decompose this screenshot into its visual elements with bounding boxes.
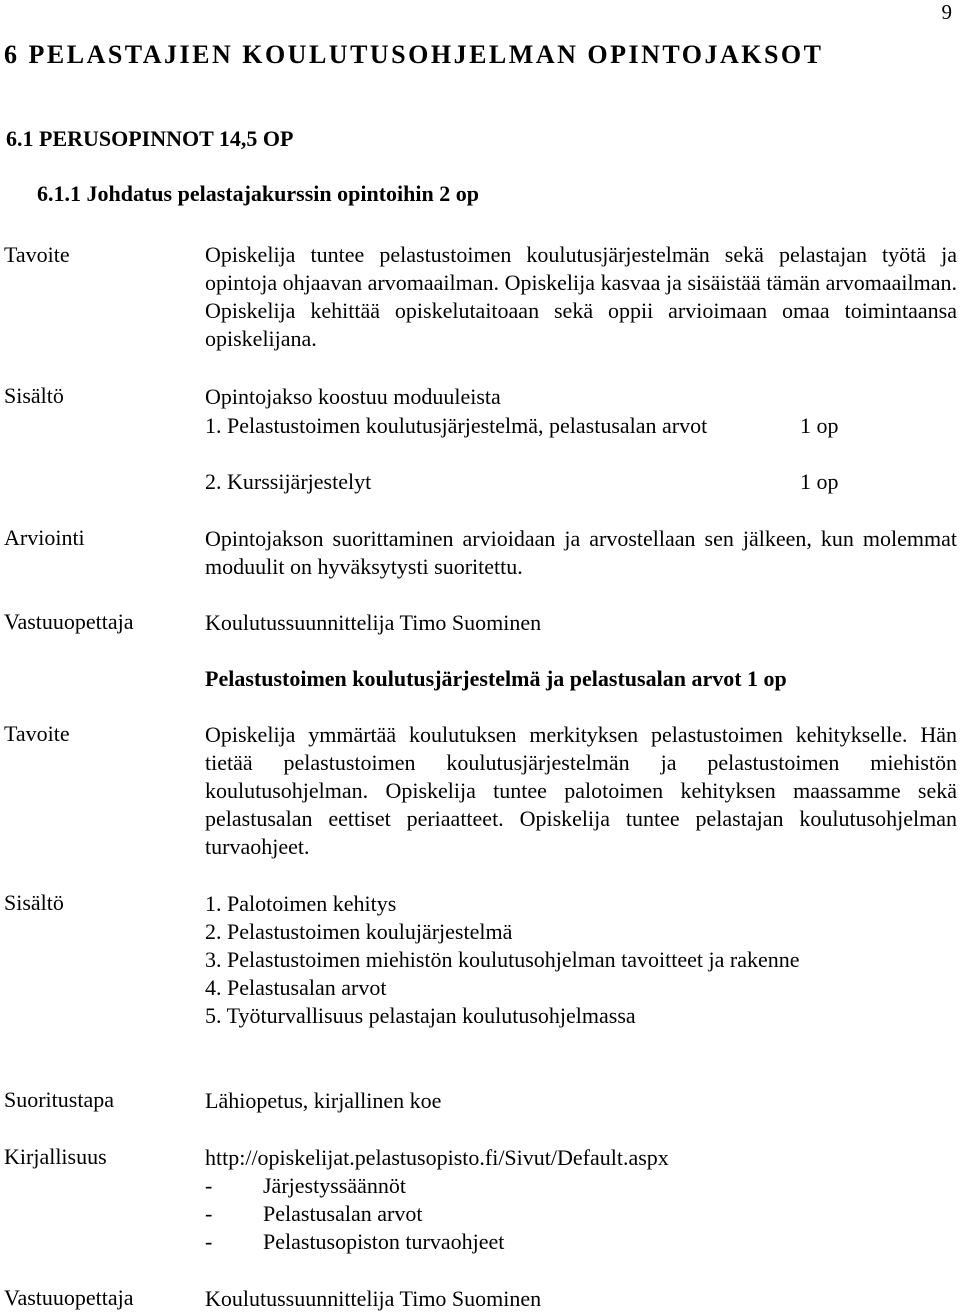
kirjallisuus-label: Kirjallisuus [4,1144,107,1169]
list-dash: - [205,1229,213,1254]
list-item-text: Järjestyssäännöt [263,1173,406,1198]
module-name: 1. Pelastustoimen koulutusjärjestelmä, pelastusalan arvot [205,413,708,438]
list-item-text: Pelastusalan arvot [263,1201,423,1226]
module-row [205,468,905,496]
list-item [205,1172,669,1200]
suoritustapa-text: Lähiopetus, kirjallinen koe [205,1088,442,1113]
sisalto-list [205,890,800,1030]
module-name: 2. Kurssijärjestelyt [205,469,372,494]
literature-url: http://opiskelijat.pelastusopisto.fi/Sivut/Default.aspx [205,1145,669,1170]
kirjallisuus-block [205,1144,669,1256]
module-heading: Pelastustoimen koulutusjärjestelmä ja pelastusalan arvot 1 op [205,666,787,691]
list-item: 3. Pelastustoimen miehistön koulutusohjelman tavoitteet ja rakenne [205,947,800,972]
module-credits: 1 op [800,469,839,494]
vastuu-label: Vastuuopettaja [4,1285,134,1310]
tavoite-label: Tavoite [4,242,70,267]
list-item [205,1228,669,1256]
list-item [205,1200,669,1228]
arviointi-label: Arviointi [4,525,85,550]
page-number: 9 [941,0,952,24]
sisalto-block [205,383,957,494]
vastuu-text: Koulutussuunnittelija Timo Suominen [205,1286,542,1311]
list-item: 2. Pelastustoimen koulujärjestelmä [205,919,513,944]
list-item: 5. Työturvallisuus pelastajan koulutusohjelmassa [205,1003,636,1028]
list-dash: - [205,1173,213,1198]
module-credits: 1 op [800,413,839,438]
chapter-heading: 6 PELASTAJIEN KOULUTUSOHJELMAN OPINTOJAKSOT [4,40,824,69]
list-dash: - [205,1201,213,1226]
tavoite-text: Opiskelija tuntee pelastustoimen koulutusjärjestelmän sekä pelastajan työtä ja opintoja ohjaavan arvomaailman. Opiskelija kasvaa ja sisäistää tämän arvomaailman. Opiskelija kehittää opiskelutaitoaan sekä oppii arvioimaan omaa toimintaansa opiskelijana. [205,242,957,351]
vastuu-label: Vastuuopettaja [4,609,134,634]
suoritustapa-label: Suoritustapa [4,1087,114,1112]
section-heading: 6.1 PERUSOPINNOT 14,5 OP [6,126,294,151]
list-item-text: Pelastusopiston turvaohjeet [263,1229,505,1254]
list-item: 1. Palotoimen kehitys [205,891,397,916]
sisalto-label: Sisältö [4,383,64,408]
sisalto-intro: Opintojakso koostuu moduuleista [205,384,501,409]
tavoite-text: Opiskelija ymmärtää koulutuksen merkityksen pelastustoimen kehitykselle. Hän tietää pelastustoimen koulutusjärjestelmän ja pelastustoimen miehistön koulutusohjelman. Opiskelija tuntee palotoimen kehityksen maassamme sekä pelastusalan eettiset periaatteet. Opiskelija tuntee pelastajan koulutusohjelman turvaohjeet. [205,722,957,859]
sisalto-label: Sisältö [4,890,64,915]
vastuu-text: Koulutussuunnittelija Timo Suominen [205,610,542,635]
list-item: 4. Pelastusalan arvot [205,975,387,1000]
subsection-heading: 6.1.1 Johdatus pelastajakurssin opintoihin 2 op [37,181,479,206]
module-row [205,412,905,440]
tavoite-label: Tavoite [4,721,70,746]
arviointi-text: Opintojakson suorittaminen arvioidaan ja arvostellaan sen jälkeen, kun molemmat moduulit on hyväksytysti suoritettu. [205,526,957,579]
